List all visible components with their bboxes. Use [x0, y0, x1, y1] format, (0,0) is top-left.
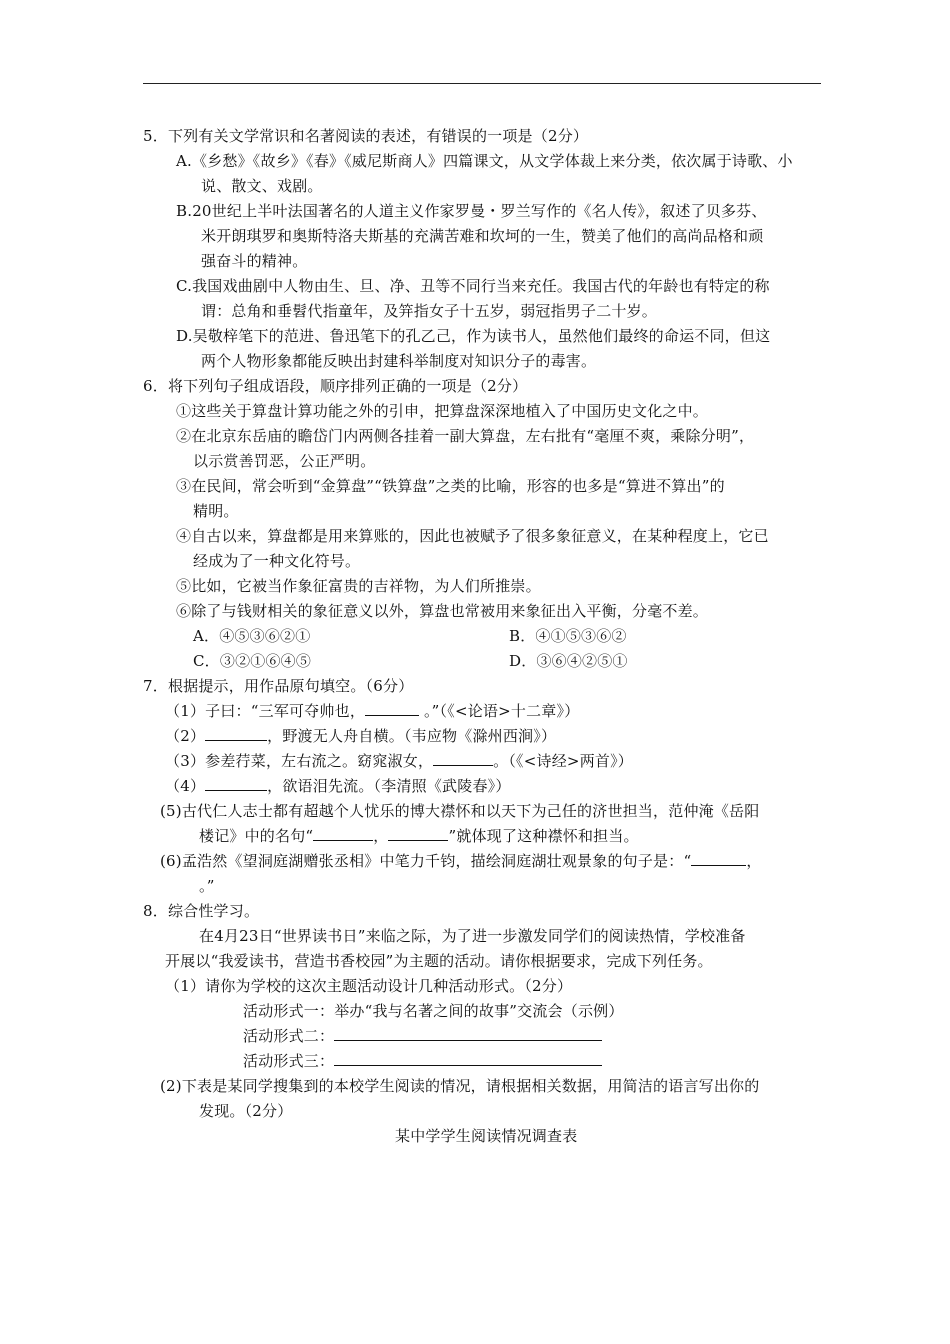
q8-activity-form-1: 活动形式一：举办“我与名著之间的故事”交流会（示例） — [243, 1002, 624, 1020]
q6-option-b: B．④①⑤③⑥② — [509, 627, 627, 645]
q7-item-5-comma: ， — [373, 827, 389, 845]
q7-blank-6a[interactable] — [691, 851, 746, 866]
q5-option-a: A.《乡愁》《故乡》《春》《威尼斯商人》四篇课文，从文学体裁上来分类，依次属于诗歌、小 — [176, 152, 793, 170]
q7-item-1-suffix: 。”（《<论语>十二章》） — [419, 702, 580, 720]
q6-sentence-2-cont: 以示赏善罚恶，公正严明。 — [193, 452, 376, 470]
q7-item-2-prefix: （2） — [165, 727, 206, 745]
q6-option-c: C．③②①⑥④⑤ — [193, 652, 312, 670]
q8-stem: 8．综合性学习。 — [143, 902, 260, 920]
q5-option-b: B.20世纪上半叶法国著名的人道主义作家罗曼・罗兰写作的《名人传》，叙述了贝多芬、 — [176, 202, 767, 220]
q6-sentence-4-cont: 经成为了一种文化符号。 — [193, 552, 361, 570]
q6-option-d: D．③⑥④②⑤① — [509, 652, 628, 670]
q7-item-6 — [160, 851, 762, 871]
q8-activity-form-2 — [243, 1026, 602, 1046]
q7-item-5-prefix: 楼记》中的名句“ — [199, 827, 314, 845]
q8-activity-form-2-blank[interactable] — [334, 1026, 602, 1041]
q7-item-5-cont — [199, 826, 639, 846]
q7-item-4 — [165, 776, 511, 796]
q7-blank-3[interactable] — [433, 751, 493, 766]
q8-activity-form-2-label: 活动形式二： — [243, 1027, 335, 1045]
q7-blank-4[interactable] — [205, 776, 267, 791]
q7-item-6-suffix: 。” — [199, 877, 215, 895]
q8-part-2: (2)下表是某同学搜集到的本校学生阅读的情况，请根据相关数据，用简洁的语言写出你的 — [160, 1077, 760, 1095]
q8-part-2-cont: 发现。（2分） — [199, 1102, 293, 1120]
q7-blank-1[interactable] — [365, 701, 419, 716]
q6-stem: 6．将下列句子组成语段，顺序排列正确的一项是（2分） — [143, 377, 528, 395]
q7-item-2-suffix: ，野渡无人舟自横。（韦应物《滁州西涧》） — [267, 727, 557, 745]
q6-sentence-3: ③在民间，常会听到“金算盘”“铁算盘”之类的比喻，形容的也多是“算进不算出”的 — [176, 477, 725, 495]
q7-item-5-suffix: ”就体现了这种襟怀和担当。 — [448, 827, 639, 845]
q7-item-3 — [165, 751, 633, 771]
q5-option-d-cont: 两个人物形象都能反映出封建科举制度对知识分子的毒害。 — [201, 352, 597, 370]
q7-item-2 — [165, 726, 556, 746]
q7-blank-5b[interactable] — [388, 826, 448, 841]
q5-option-c-cont: 谓：总角和垂髫代指童年，及笄指女子十五岁，弱冠指男子二十岁。 — [201, 302, 658, 320]
q5-option-b-cont2: 强奋斗的精神。 — [201, 252, 308, 270]
q6-sentence-6: ⑥除了与钱财相关的象征意义以外，算盘也常被用来象征出入平衡，分毫不差。 — [176, 602, 709, 620]
q5-stem: 5．下列有关文学常识和名著阅读的表述，有错误的一项是（2分） — [143, 127, 589, 145]
q8-intro-cont: 开展以“我爱读书，营造书香校园”为主题的活动。请你根据要求，完成下列任务。 — [165, 952, 713, 970]
q7-item-6-cont — [199, 876, 215, 896]
q6-sentence-3-cont: 精明。 — [193, 502, 239, 520]
q7-item-4-prefix: （4） — [165, 777, 206, 795]
q7-item-6-comma: ， — [746, 852, 762, 870]
q8-activity-form-3-blank[interactable] — [334, 1051, 602, 1066]
q8-activity-form-3 — [243, 1051, 602, 1071]
q7-blank-2[interactable] — [205, 726, 267, 741]
q5-option-d: D.吴敬梓笔下的范进、鲁迅笔下的孔乙己，作为读书人，虽然他们最终的命运不同，但这 — [176, 327, 771, 345]
q5-option-a-cont: 说、散文、戏剧。 — [201, 177, 323, 195]
q6-sentence-4: ④自古以来，算盘都是用来算账的，因此也被赋予了很多象征意义，在某种程度上，它已 — [176, 527, 769, 545]
q7-item-3-prefix: （3）参差荇菜，左右流之。窈窕淑女， — [165, 752, 434, 770]
q6-option-a: A．④⑤③⑥②① — [193, 627, 311, 645]
q6-sentence-5: ⑤比如，它被当作象征富贵的吉祥物，为人们所推崇。 — [176, 577, 541, 595]
q6-sentence-1: ①这些关于算盘计算功能之外的引申，把算盘深深地植入了中国历史文化之中。 — [176, 402, 709, 420]
q7-stem: 7．根据提示，用作品原句填空。（6分） — [143, 677, 414, 695]
q7-item-6-prefix: (6)孟浩然《望洞庭湖赠张丞相》中笔力千钧，描绘洞庭湖壮观景象的句子是：“ — [160, 852, 692, 870]
q7-item-1-prefix: （1）子曰：“三军可夺帅也， — [165, 702, 366, 720]
q8-table-title: 某中学学生阅读情况调查表 — [395, 1127, 578, 1145]
q7-item-5: (5)古代仁人志士都有超越个人忧乐的博大襟怀和以天下为己任的济世担当，范仲淹《岳阳 — [160, 802, 760, 820]
q8-intro: 在4月23日“世界读书日”来临之际，为了进一步激发同学们的阅读热情，学校准备 — [199, 927, 746, 945]
q6-sentence-2: ②在北京东岳庙的瞻岱门内两侧各挂着一副大算盘，左右批有“毫厘不爽，乘除分明”， — [176, 427, 755, 445]
q7-blank-5a[interactable] — [313, 826, 373, 841]
header-rule — [143, 83, 821, 84]
q8-part-1: （1）请你为学校的这次主题活动设计几种活动形式。（2分） — [165, 977, 573, 995]
q7-item-4-suffix: ，欲语泪先流。（李清照《武陵春》） — [267, 777, 511, 795]
q5-option-b-cont: 米开朗琪罗和奥斯特洛夫斯基的充满苦难和坎坷的一生，赞美了他们的高尚品格和顽 — [201, 227, 764, 245]
q7-item-1 — [165, 701, 579, 721]
q5-option-c: C.我国戏曲剧中人物由生、旦、净、丑等不同行当来充任。我国古代的年龄也有特定的称 — [176, 277, 770, 295]
q7-item-3-suffix: 。（《<诗经>两首》） — [493, 752, 633, 770]
q8-activity-form-3-label: 活动形式三： — [243, 1052, 335, 1070]
